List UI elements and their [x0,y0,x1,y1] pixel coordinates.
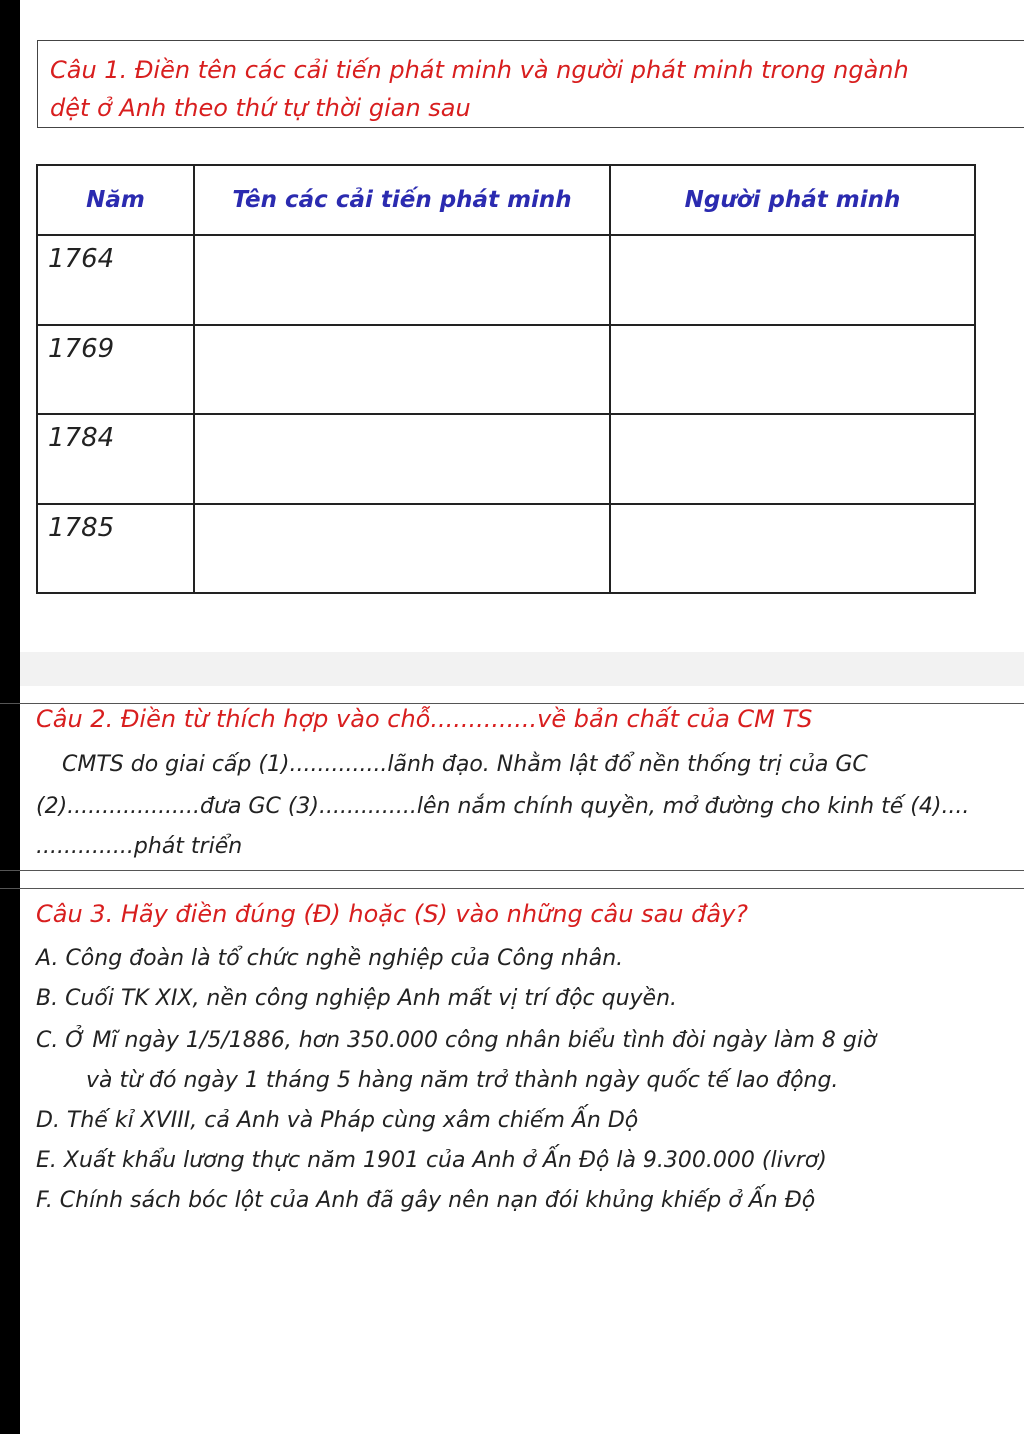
invention-cell[interactable] [194,414,610,504]
year-cell: 1769 [37,325,194,415]
invention-cell[interactable] [194,504,610,594]
year-cell: 1764 [37,235,194,325]
inventor-cell[interactable] [610,325,975,415]
inventor-cell[interactable] [610,414,975,504]
year-cell: 1784 [37,414,194,504]
question-3-title: Câu 3. Hãy điền đúng (Đ) hoặc (S) vào những câu sau đây? [36,900,749,928]
statement-b: B. Cuối TK XIX, nền công nghiệp Anh mất vị trí độc quyền. [36,986,678,1011]
table-row [37,235,975,325]
question-1-line-2: dệt ở Anh theo thứ tự thời gian sau [50,94,471,122]
question-1-line-1: Câu 1. Điền tên các cải tiến phát minh và người phát minh trong ngành [50,56,909,84]
question-2-line-1: CMTS do giai cấp (1)..............lãnh đạo. Nhằm lật đổ nền thống trị của GC [62,752,868,777]
statement-e: E. Xuất khẩu lương thực năm 1901 của Anh ở Ấn Độ là 9.300.000 (livrơ) [36,1148,827,1173]
inventor-cell[interactable] [610,504,975,594]
invention-cell[interactable] [194,325,610,415]
statement-a: A. Công đoàn là tổ chức nghề nghiệp của Công nhân. [36,946,624,971]
table-row [37,504,975,594]
question-2-line-2: (2)...................đưa GC (3)..............lên nắm chính quyền, mở đường cho kinh tế (4).... [36,794,970,819]
question-1-box [37,40,1024,128]
inventor-cell[interactable] [610,235,975,325]
table-row [37,414,975,504]
statement-c: C. Ở Mĩ ngày 1/5/1886, hơn 350.000 công nhân biểu tình đòi ngày làm 8 giờ [36,1028,877,1053]
statement-d: D. Thế kỉ XVIII, cả Anh và Pháp cùng xâm chiếm Ấn Dộ [36,1108,639,1133]
statement-f: F. Chính sách bóc lột của Anh đã gây nên nạn đói khủng khiếp ở Ấn Độ [36,1188,816,1213]
invention-cell[interactable] [194,235,610,325]
statement-c-continued: và từ đó ngày 1 tháng 5 hàng năm trở thành ngày quốc tế lao động. [86,1068,839,1093]
inventions-table [36,164,976,594]
table-header-row [37,165,975,235]
header-inventor: Người phát minh [610,165,975,235]
question-2-line-3: ..............phát triển [36,834,243,859]
year-cell: 1785 [37,504,194,594]
question-2-title: Câu 2. Điền từ thích hợp vào chỗ..............về bản chất của CM TS [36,705,813,733]
header-year: Năm [37,165,194,235]
header-invention: Tên các cải tiến phát minh [194,165,610,235]
table-row [37,325,975,415]
